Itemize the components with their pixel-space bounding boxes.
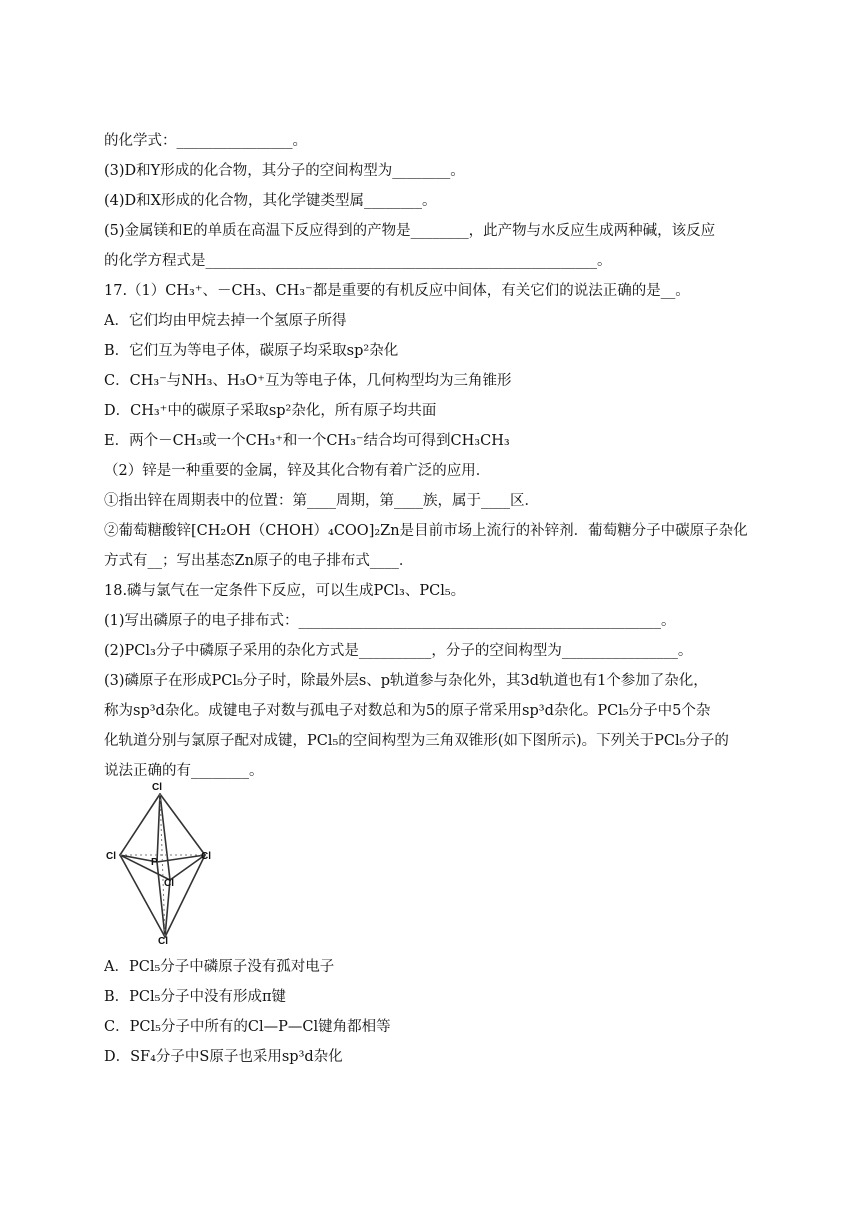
bond-line <box>157 794 160 862</box>
line-q18-3c: 化轨道分别与氯原子配对成键，PCl₅的空间构型为三角双锥形(如下图所示)。下列关于PCl₅分子的 <box>104 733 729 749</box>
line-q16-formula-blank: 的化学式：________________。 <box>104 133 307 149</box>
line-q18-2: (2)PCl₃分子中磷原子采用的杂化方式是__________，分子的空间构型为________________。 <box>104 643 693 659</box>
line-q17-option-c: C．CH₃⁻与NH₃、H₃O⁺互为等电子体，几何构型均为三角锥形 <box>104 373 512 389</box>
line-q17-part2: （2）锌是一种重要的金属，锌及其化合物有着广泛的应用． <box>104 463 491 479</box>
atom-label-cl-right: Cl <box>201 851 211 862</box>
line-q17-stem: 17.（1）CH₃⁺、－CH₃、CH₃⁻都是重要的有机反应中间体，有关它们的说法正确的是__。 <box>104 283 690 299</box>
atom-label-cl-bottom: Cl <box>158 936 168 946</box>
atom-label-cl-front: Cl <box>164 878 174 889</box>
pcl5-trigonal-bipyramid-diagram <box>100 776 228 946</box>
line-q17-part2-1: ①指出锌在周期表中的位置：第____周期，第____族，属于____区． <box>104 493 539 509</box>
line-q16-5b: 的化学方程式是______________________________________________________。 <box>104 253 612 269</box>
line-q18-3a: (3)磷原子在形成PCl₅分子时，除最外层s、p轨道参与杂化外，其3d轨道也有1个参加了杂化， <box>104 673 708 689</box>
bond-line <box>120 794 160 855</box>
line-q17-option-e: E．两个－CH₃或一个CH₃⁺和一个CH₃⁻结合均可得到CH₃CH₃ <box>104 433 510 449</box>
line-q18-option-d: D．SF₄分子中S原子也采用sp³d杂化 <box>104 1049 343 1065</box>
line-q17-part2-2b: 方式有__；写出基态Zn原子的电子排布式____． <box>104 553 414 569</box>
atom-label-p: P <box>151 857 158 868</box>
line-q18-1: (1)写出磷原子的电子排布式：__________________________________________________。 <box>104 613 676 629</box>
line-q18-3d: 说法正确的有________。 <box>104 763 264 779</box>
line-q17-part2-2a: ②葡萄糖酸锌[CH₂OH（CHOH）₄COO]₂Zn是目前市场上流行的补锌剂．葡萄糖分子中碳原子杂化 <box>104 523 748 539</box>
line-q18-option-c: C．PCl₅分子中所有的Cl—P—Cl键角都相等 <box>104 1019 391 1035</box>
atom-label-cl-top: Cl <box>152 782 162 793</box>
line-q18-option-a: A．PCl₅分子中磷原子没有孤对电子 <box>104 959 335 975</box>
line-q18-stem: 18.磷与氯气在一定条件下反应，可以生成PCl₃、PCl₅。 <box>104 583 466 599</box>
atom-label-cl-left: Cl <box>106 851 116 862</box>
bond-line <box>160 794 170 880</box>
line-q17-option-d: D．CH₃⁺中的碳原子采取sp²杂化，所有原子均共面 <box>104 403 437 419</box>
line-q18-option-b: B．PCl₅分子中没有形成π键 <box>104 989 286 1005</box>
line-q16-3: (3)D和Y形成的化合物，其分子的空间构型为________。 <box>104 163 465 179</box>
line-q18-3b: 称为sp³d杂化。成键电子对数与孤电子对数总和为5的原子常采用sp³d杂化。PCl₅分子中5个杂 <box>104 703 711 719</box>
bond-line <box>165 855 205 937</box>
line-q16-5a: (5)金属镁和E的单质在高温下反应得到的产物是________，此产物与水反应生成两种碱，该反应 <box>104 223 716 239</box>
line-q16-4: (4)D和X形成的化合物，其化学键类型属________。 <box>104 193 437 209</box>
line-q17-option-a: A．它们均由甲烷去掉一个氢原子所得 <box>104 313 347 329</box>
line-q17-option-b: B．它们互为等电子体，碳原子均采取sp²杂化 <box>104 343 399 359</box>
